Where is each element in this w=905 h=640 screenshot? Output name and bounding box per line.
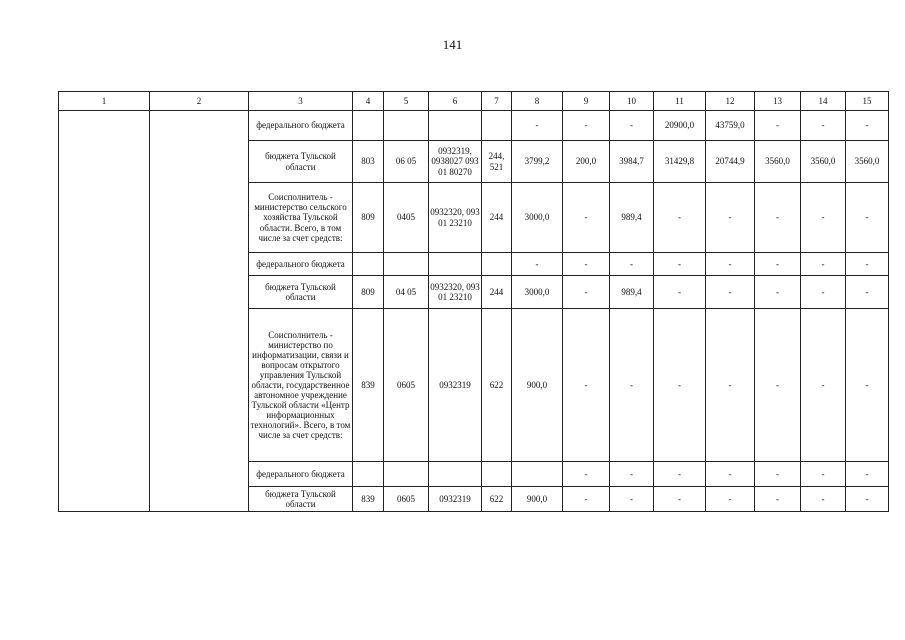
page-number: 141 [442,37,463,52]
table-cell: 809 [353,276,384,309]
table-cell: - [706,309,755,462]
table-cell: - [846,276,889,309]
row-label-cell: бюджета Тульской области [249,141,353,183]
table-cell: 3799,2 [512,141,563,183]
table-cell: 3560,0 [801,141,846,183]
table-cell: 900,0 [512,309,563,462]
table-cell: 200,0 [563,141,610,183]
table-cell: - [801,309,846,462]
header-cell: 7 [482,92,512,111]
table-cell: - [846,462,889,487]
table-cell: 244 [482,183,512,253]
table-cell: 0932320, 093 01 23210 [429,183,482,253]
row-label-cell: бюджета Тульской области [249,487,353,512]
table-cell: - [512,111,563,141]
table-cell: 04 05 [384,276,429,309]
table-cell: - [706,183,755,253]
table-cell: - [846,253,889,276]
table-cell: 0932319, 0938027 093 01 80270 [429,141,482,183]
table-cell: - [512,253,563,276]
table-cell: - [801,462,846,487]
header-cell: 1 [59,92,150,111]
table-cell: - [563,276,610,309]
header-cell: 4 [353,92,384,111]
header-cell: 8 [512,92,563,111]
table-cell [353,111,384,141]
table-cell: - [563,111,610,141]
table-row [59,111,889,141]
table-cell: - [654,183,706,253]
table-cell: 3000,0 [512,183,563,253]
table-cell [353,462,384,487]
header-cell: 14 [801,92,846,111]
table-cell: - [654,462,706,487]
table-cell: 20900,0 [654,111,706,141]
table-cell: - [706,462,755,487]
table-cell: 803 [353,141,384,183]
table-cell: - [846,487,889,512]
table-cell: - [801,253,846,276]
row-label-cell: бюджета Тульской области [249,276,353,309]
col2-cell [150,111,249,512]
table-cell: - [563,487,610,512]
table-cell: 0932319 [429,487,482,512]
budget-table [58,91,889,512]
table-cell: 3560,0 [755,141,801,183]
table-cell [429,462,482,487]
table-cell: 839 [353,487,384,512]
table-cell: - [755,183,801,253]
table-cell [384,253,429,276]
header-cell: 5 [384,92,429,111]
table-cell [353,253,384,276]
table-cell: - [706,253,755,276]
table-cell: 244, 521 [482,141,512,183]
table-cell: - [846,309,889,462]
header-cell: 6 [429,92,482,111]
table-cell: 20744,9 [706,141,755,183]
table-cell: - [755,487,801,512]
table-cell [482,111,512,141]
row-label-cell: Соисполнитель - министерство по информатизации, связи и вопросам открытого управления Тульской области, государственное автономное учреждение Тульской области «Центр информационных технологий». Всего, в том числе за счет средств: [249,309,353,462]
table-cell: - [755,462,801,487]
table-cell: - [801,183,846,253]
header-cell: 9 [563,92,610,111]
table-cell: - [706,276,755,309]
header-cell: 12 [706,92,755,111]
row-label-cell: федерального бюджета [249,462,353,487]
table-cell: 3560,0 [846,141,889,183]
table-cell [384,111,429,141]
table-cell: 839 [353,309,384,462]
header-cell: 3 [249,92,353,111]
table-cell: 0405 [384,183,429,253]
table-cell: - [610,111,654,141]
table-cell: 0605 [384,487,429,512]
table-cell: 0605 [384,309,429,462]
table-cell: 622 [482,487,512,512]
table-cell: 989,4 [610,183,654,253]
table-cell [384,462,429,487]
table-cell: 0932319 [429,309,482,462]
table-cell: - [563,462,610,487]
table-cell: - [654,487,706,512]
table-cell: 3000,0 [512,276,563,309]
header-cell: 10 [610,92,654,111]
table-cell: - [610,309,654,462]
table-cell: 809 [353,183,384,253]
table-cell: 0932320, 093 01 23210 [429,276,482,309]
table-cell: - [706,487,755,512]
row-label-cell: федерального бюджета [249,111,353,141]
table-cell: - [801,111,846,141]
header-cell: 15 [846,92,889,111]
table-cell: - [654,276,706,309]
table-cell: - [654,309,706,462]
table-cell: - [755,309,801,462]
header-cell: 13 [755,92,801,111]
table-cell: - [801,487,846,512]
table-cell: - [563,183,610,253]
table-cell: - [610,487,654,512]
table-cell [429,111,482,141]
header-cell: 11 [654,92,706,111]
table-cell [429,253,482,276]
table-cell: - [563,309,610,462]
table-cell: 06 05 [384,141,429,183]
table-cell: 244 [482,276,512,309]
table-cell: - [654,253,706,276]
row-label-cell: Соисполнитель - министерство сельского хозяйства Тульской области. Всего, в том числе за счет средств: [249,183,353,253]
table-cell: - [755,111,801,141]
table-cell: - [801,276,846,309]
table-cell: 622 [482,309,512,462]
table-cell: 31429,8 [654,141,706,183]
col1-cell [59,111,150,512]
table-cell: - [755,276,801,309]
table-cell: 900,0 [512,487,563,512]
table-cell [482,462,512,487]
table-cell: 43759,0 [706,111,755,141]
table-cell: - [846,183,889,253]
table-cell: - [755,253,801,276]
header-row [59,92,889,111]
table-cell: 3984,7 [610,141,654,183]
table-cell: - [846,111,889,141]
table-cell: - [610,253,654,276]
table-cell [482,253,512,276]
table-cell: - [563,253,610,276]
table-cell: 989,4 [610,276,654,309]
table-cell: - [610,462,654,487]
table-cell [512,462,563,487]
row-label-cell: федерального бюджета [249,253,353,276]
header-cell: 2 [150,92,249,111]
